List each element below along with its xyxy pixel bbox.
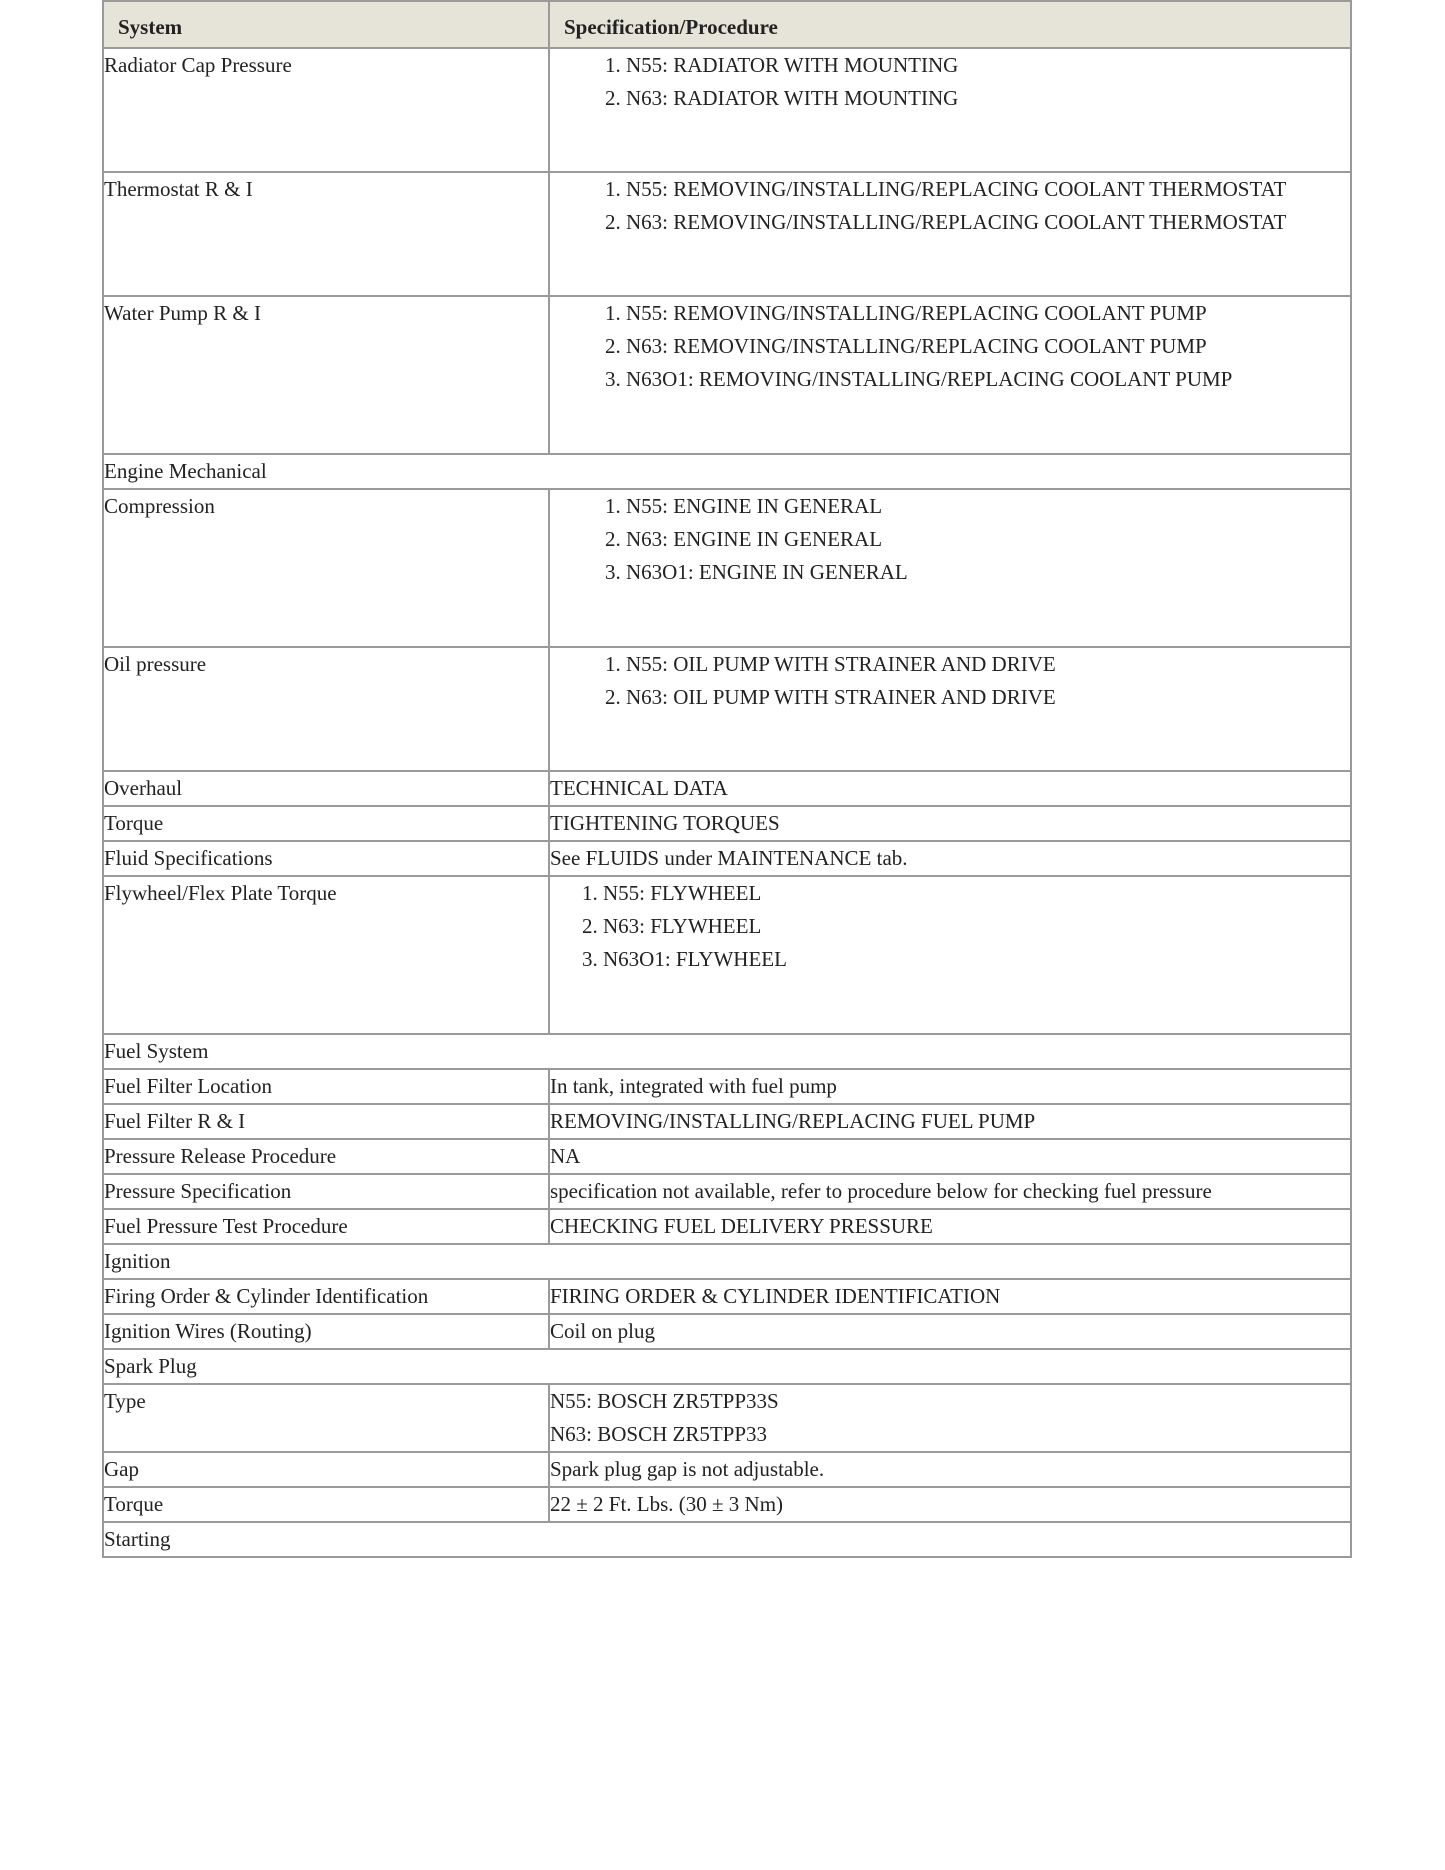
spark-plug-type-line: N55: BOSCH ZR5TPP33S <box>550 1389 779 1413</box>
section-heading: Starting <box>103 1522 1351 1557</box>
section-heading: Fuel System <box>103 1034 1351 1069</box>
section-heading: Spark Plug <box>103 1349 1351 1384</box>
row-label: Thermostat R & I <box>103 172 549 296</box>
section-heading: Ignition <box>103 1244 1351 1279</box>
procedure-list <box>550 297 1350 396</box>
table-row <box>103 1174 1351 1209</box>
section-row <box>103 1244 1351 1279</box>
procedure-link[interactable]: 1. N55: REMOVING/INSTALLING/REPLACING COOLANT PUMP <box>626 297 1350 330</box>
procedure-link[interactable]: 3. N63O1: ENGINE IN GENERAL <box>626 556 1350 589</box>
row-label: Firing Order & Cylinder Identification <box>103 1279 549 1314</box>
row-label: Torque <box>103 806 549 841</box>
table-row <box>103 1104 1351 1139</box>
row-value <box>549 296 1351 454</box>
row-value <box>549 172 1351 296</box>
procedure-link[interactable]: 2. N63: FLYWHEEL <box>603 910 1350 943</box>
section-row <box>103 1522 1351 1557</box>
row-label: Radiator Cap Pressure <box>103 48 549 172</box>
procedure-link[interactable]: 2. N63: OIL PUMP WITH STRAINER AND DRIVE <box>626 681 1350 714</box>
spec-table <box>102 0 1352 1558</box>
table-row <box>103 806 1351 841</box>
row-value: See FLUIDS under MAINTENANCE tab. <box>549 841 1351 876</box>
row-value <box>549 647 1351 771</box>
row-label: Torque <box>103 1487 549 1522</box>
row-label: Fuel Pressure Test Procedure <box>103 1209 549 1244</box>
section-row <box>103 1349 1351 1384</box>
table-row <box>103 841 1351 876</box>
row-label: Flywheel/Flex Plate Torque <box>103 876 549 1034</box>
spark-plug-type-line: N63: BOSCH ZR5TPP33 <box>550 1422 768 1446</box>
procedure-list <box>550 49 1350 115</box>
procedure-link[interactable]: 1. N55: ENGINE IN GENERAL <box>626 490 1350 523</box>
table-row <box>103 489 1351 647</box>
row-value <box>549 1384 1351 1452</box>
row-value: Coil on plug <box>549 1314 1351 1349</box>
row-label: Compression <box>103 489 549 647</box>
procedure-link[interactable]: FIRING ORDER & CYLINDER IDENTIFICATION <box>549 1279 1351 1314</box>
procedure-link[interactable]: 1. N55: RADIATOR WITH MOUNTING <box>626 49 1350 82</box>
procedure-link[interactable]: 1. N55: FLYWHEEL <box>603 877 1350 910</box>
table-row <box>103 1452 1351 1487</box>
row-label: Pressure Specification <box>103 1174 549 1209</box>
section-row <box>103 1034 1351 1069</box>
procedure-link[interactable]: 2. N63: REMOVING/INSTALLING/REPLACING COOLANT PUMP <box>626 330 1350 363</box>
row-value: Spark plug gap is not adjustable. <box>549 1452 1351 1487</box>
table-row <box>103 48 1351 172</box>
row-label: Oil pressure <box>103 647 549 771</box>
row-value <box>549 489 1351 647</box>
table-row <box>103 1314 1351 1349</box>
procedure-link[interactable]: 3. N63O1: REMOVING/INSTALLING/REPLACING COOLANT PUMP <box>626 363 1350 396</box>
section-row <box>103 454 1351 489</box>
row-label: Ignition Wires (Routing) <box>103 1314 549 1349</box>
procedure-link[interactable]: TIGHTENING TORQUES <box>549 806 1351 841</box>
row-label: Overhaul <box>103 771 549 806</box>
row-label: Pressure Release Procedure <box>103 1139 549 1174</box>
procedure-link[interactable]: 1. N55: OIL PUMP WITH STRAINER AND DRIVE <box>626 648 1350 681</box>
row-value: 22 ± 2 Ft. Lbs. (30 ± 3 Nm) <box>549 1487 1351 1522</box>
table-row <box>103 1279 1351 1314</box>
header-spec: Specification/Procedure <box>549 1 1351 48</box>
row-value: NA <box>549 1139 1351 1174</box>
table-row <box>103 876 1351 1034</box>
table-row <box>103 1139 1351 1174</box>
table-row <box>103 1069 1351 1104</box>
procedure-link[interactable]: 1. N55: REMOVING/INSTALLING/REPLACING COOLANT THERMOSTAT <box>626 173 1350 206</box>
row-value: In tank, integrated with fuel pump <box>549 1069 1351 1104</box>
procedure-link[interactable]: 2. N63: ENGINE IN GENERAL <box>626 523 1350 556</box>
table-row <box>103 172 1351 296</box>
procedure-link[interactable]: 2. N63: REMOVING/INSTALLING/REPLACING COOLANT THERMOSTAT <box>626 206 1350 239</box>
table-row <box>103 1487 1351 1522</box>
table-row <box>103 296 1351 454</box>
row-label: Type <box>103 1384 549 1452</box>
procedure-link[interactable]: REMOVING/INSTALLING/REPLACING FUEL PUMP <box>549 1104 1351 1139</box>
row-value: specification not available, refer to procedure below for checking fuel pressure <box>549 1174 1351 1209</box>
procedure-list <box>550 490 1350 589</box>
table-row <box>103 771 1351 806</box>
section-heading: Engine Mechanical <box>103 454 1351 489</box>
row-label: Fluid Specifications <box>103 841 549 876</box>
procedure-link[interactable]: 3. N63O1: FLYWHEEL <box>603 943 1350 976</box>
table-row <box>103 647 1351 771</box>
header-row <box>103 1 1351 48</box>
row-label: Water Pump R & I <box>103 296 549 454</box>
procedure-link[interactable]: CHECKING FUEL DELIVERY PRESSURE <box>549 1209 1351 1244</box>
procedure-list <box>550 648 1350 714</box>
procedure-list <box>550 173 1350 239</box>
row-value <box>549 876 1351 1034</box>
row-label: Fuel Filter Location <box>103 1069 549 1104</box>
procedure-list <box>550 877 1350 976</box>
row-label: Fuel Filter R & I <box>103 1104 549 1139</box>
row-value <box>549 48 1351 172</box>
table-row <box>103 1209 1351 1244</box>
header-system: System <box>103 1 549 48</box>
row-label: Gap <box>103 1452 549 1487</box>
table-row <box>103 1384 1351 1452</box>
procedure-link[interactable]: TECHNICAL DATA <box>549 771 1351 806</box>
procedure-link[interactable]: 2. N63: RADIATOR WITH MOUNTING <box>626 82 1350 115</box>
